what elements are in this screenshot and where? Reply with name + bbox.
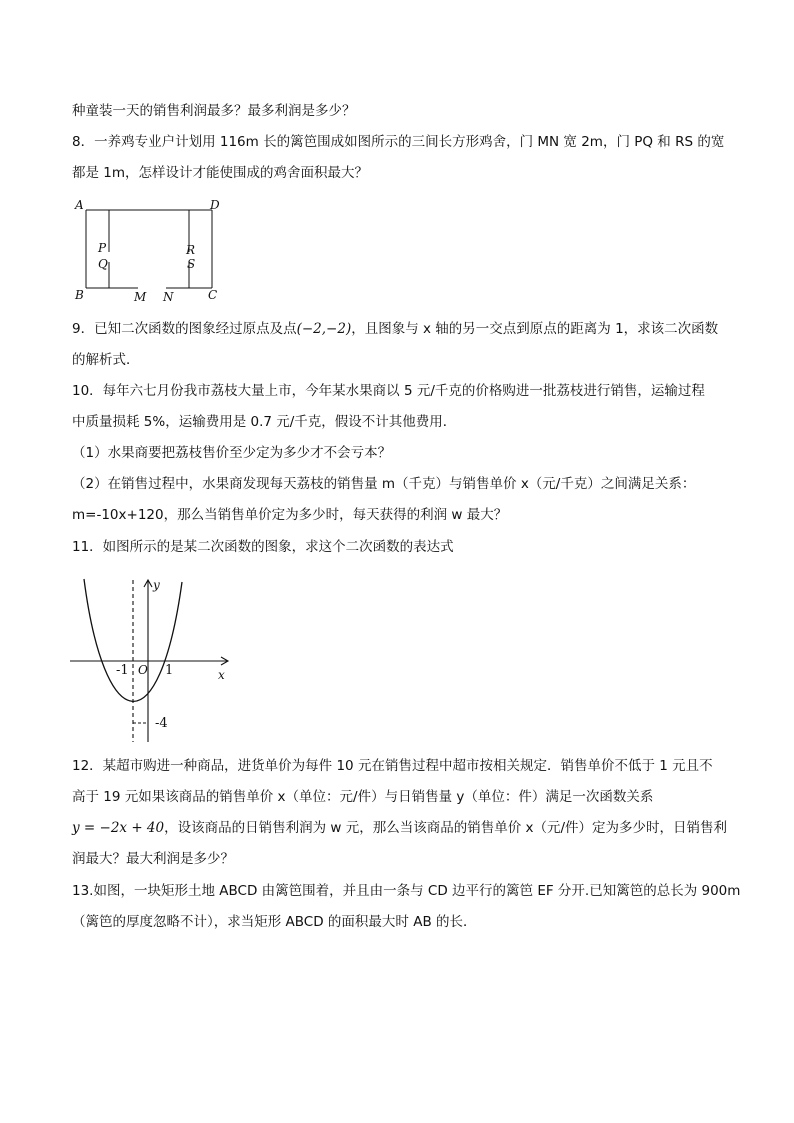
point-coordinate: (−2,−2) bbox=[296, 321, 352, 337]
label-A: A bbox=[75, 198, 84, 212]
problem-12-line-3 bbox=[72, 819, 727, 837]
axis-y-label: y bbox=[153, 578, 160, 592]
problem-10-line-2: 中质量损耗 5%，运输费用是 0.7 元/千克，假设不计其他费用． bbox=[72, 414, 457, 430]
tick-plus-1: 1 bbox=[165, 663, 174, 678]
tick-minus-4: -4 bbox=[155, 716, 168, 731]
label-B: B bbox=[75, 288, 84, 302]
problem-10-part-1: （1）水果商要把荔枝售价至少定为多少才不会亏本？ bbox=[72, 445, 392, 461]
problem-12-line-1: 12．某超市购进一种商品，进货单价为每件 10 元在销售过程中超市按相关规定．销售单价不低于 1 元且不 bbox=[72, 758, 713, 774]
label-R: R bbox=[186, 243, 196, 257]
parabola-graph bbox=[64, 574, 239, 750]
problem-8-line-2: 都是 1m，怎样设计才能使围成的鸡舍面积最大？ bbox=[72, 165, 369, 181]
problem-12-line-4: 润最大？最大利润是多少？ bbox=[72, 851, 234, 867]
label-C: C bbox=[208, 288, 218, 302]
linear-equation: y = −2x + 40 bbox=[72, 820, 165, 836]
label-P: P bbox=[98, 241, 107, 255]
problem-8-line-1: 8．一养鸡专业户计划用 116m 长的篱笆围成如图所示的三间长方形鸡舍，门 MN 宽 2m，门 PQ 和 RS 的宽 bbox=[72, 134, 725, 150]
label-N: N bbox=[163, 290, 174, 304]
problem-9-text-a: 9．已知二次函数的图象经过原点及点 bbox=[72, 321, 297, 337]
problem-12-line-2: 高于 19 元如果该商品的销售单价 x（单位：元/件）与日销售量 y（单位：件）满足一次函数关系 bbox=[72, 789, 654, 805]
problem-10-line-5: m=-10x+120，那么当销售单价定为多少时，每天获得的利润 w 最大？ bbox=[72, 507, 508, 523]
label-Q: Q bbox=[98, 257, 108, 271]
origin-label: O bbox=[138, 663, 148, 677]
problem-13-line-2: （篱笆的厚度忽略不计），求当矩形 ABCD 的面积最大时 AB 的长． bbox=[72, 914, 477, 930]
problem-9-line-2: 的解析式． bbox=[72, 352, 140, 368]
tick-minus-1: -1 bbox=[116, 663, 129, 678]
chicken-coop-figure bbox=[72, 196, 232, 312]
problem-11-line-1: 11．如图所示的是某二次函数的图象，求这个二次函数的表达式 bbox=[72, 539, 454, 555]
problem-9-text-b: ，且图象与 x 轴的另一交点到原点的距离为 1，求该二次函数 bbox=[351, 321, 719, 337]
problem-9-line-1 bbox=[72, 320, 718, 338]
axis-x-label: x bbox=[218, 668, 225, 682]
label-S: S bbox=[187, 257, 196, 271]
text-line-1: 种童装一天的销售利润最多？最多利润是多少？ bbox=[72, 103, 356, 119]
problem-10-part-2: （2）在销售过程中，水果商发现每天荔枝的销售量 m（千克）与销售单价 x（元/千克）之间满足关系： bbox=[72, 476, 696, 492]
label-D: D bbox=[210, 198, 220, 212]
problem-12-text: ，设该商品的日销售利润为 w 元，那么当该商品的销售单价 x（元/件）定为多少时，日销售利 bbox=[164, 820, 728, 836]
problem-13-line-1: 13.如图，一块矩形土地 ABCD 由篱笆围着，并且由一条与 CD 边平行的篱笆 EF 分开.已知篱笆的总长为 900m bbox=[72, 883, 741, 899]
label-M: M bbox=[134, 290, 147, 304]
problem-10-line-1: 10．每年六七月份我市荔枝大量上市，今年某水果商以 5 元/千克的价格购进一批荔枝进行销售，运输过程 bbox=[72, 383, 705, 399]
